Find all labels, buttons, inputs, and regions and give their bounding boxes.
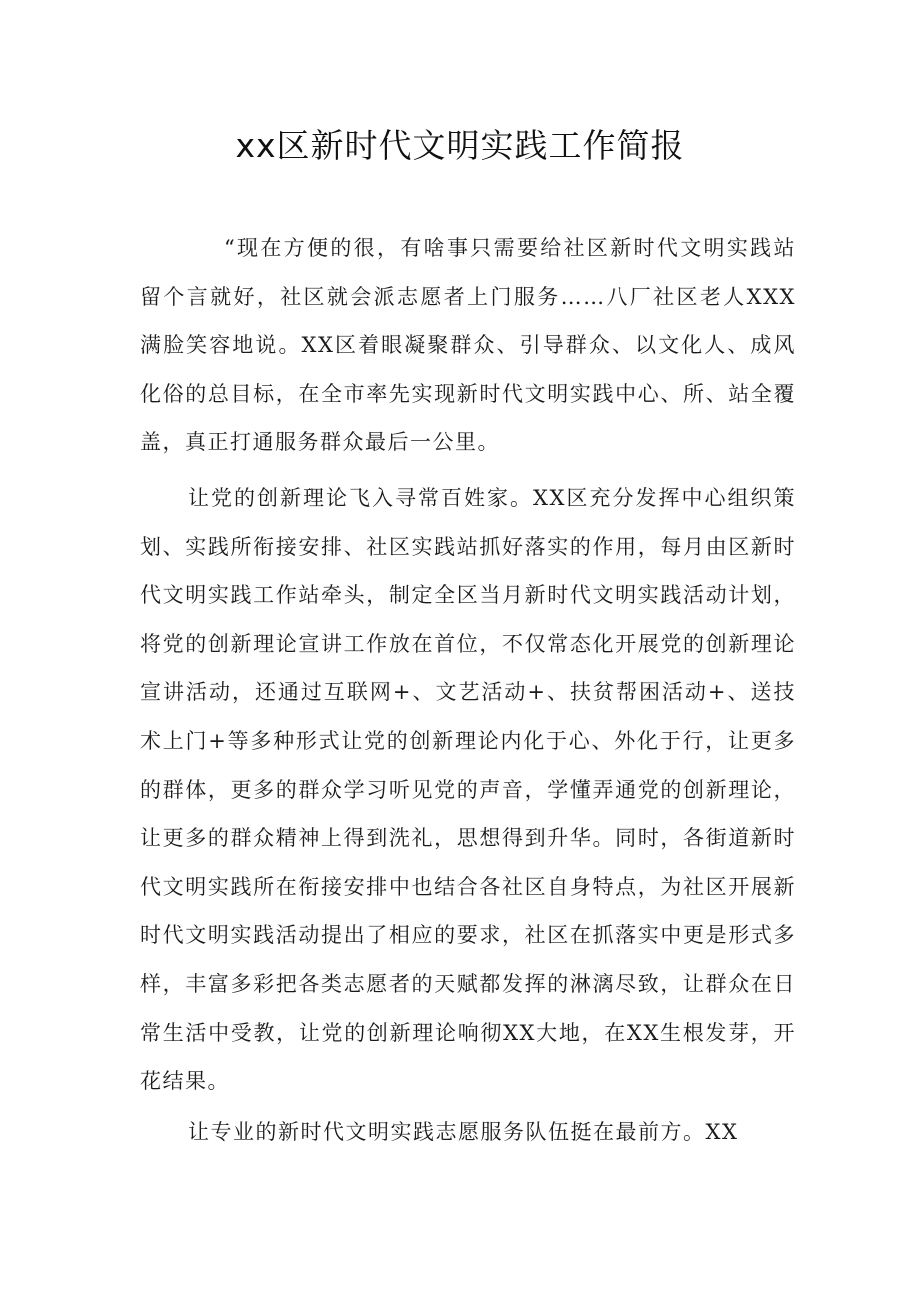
paragraph-party-theory: 让党的创新理论飞入寻常百姓家。XX区充分发挥中心组织策划、实践所衔接安排、社区实践站抓好落实的作用，每月由区新时代文明实践工作站牵头，制定全区当月新时代文明实践活动计划，将党的创新理论宣讲工作放在首位，不仅常态化开展党的创新理论宣讲活动，还通过互联网+、文艺活动+、扶贫帮困活动+、送技术上门+等多种形式让党的创新理论内化于心、外化于行，让更多的群体，更多的群众学习听见党的声音，学懂弄通党的创新理论，让更多的群众精神上得到洗礼，思想得到升华。同时，各街道新时代文明实践所在衔接安排中也结合各社区自身特点，为社区开展新时代文明实践活动提出了相应的要求，社区在抓落实中更是形式多样，丰富多彩把各类志愿者的天赋都发挥的淋漓尽致，让群众在日常生活中受教，让党的创新理论响彻XX大地，在XX生根发芽，开花结果。 (140, 486, 796, 1094)
paragraph-volunteer-team: 让专业的新时代文明实践志愿服务队伍挺在最前方。XX (188, 1120, 739, 1144)
paragraph-intro-quote: “现在方便的很，有啥事只需要给社区新时代文明实践站留个言就好，社区就会派志愿者上门服务……八厂社区老人XXX满脸笑容地说。XX区着眼凝聚群众、引导群众、以文化人、成风化俗的总目标，在全市率先实现新时代文明实践中心、所、站全覆盖，真正打通服务群众最后一公里。 (140, 236, 796, 455)
document-title: xx区新时代文明实践工作简报 (235, 126, 685, 165)
